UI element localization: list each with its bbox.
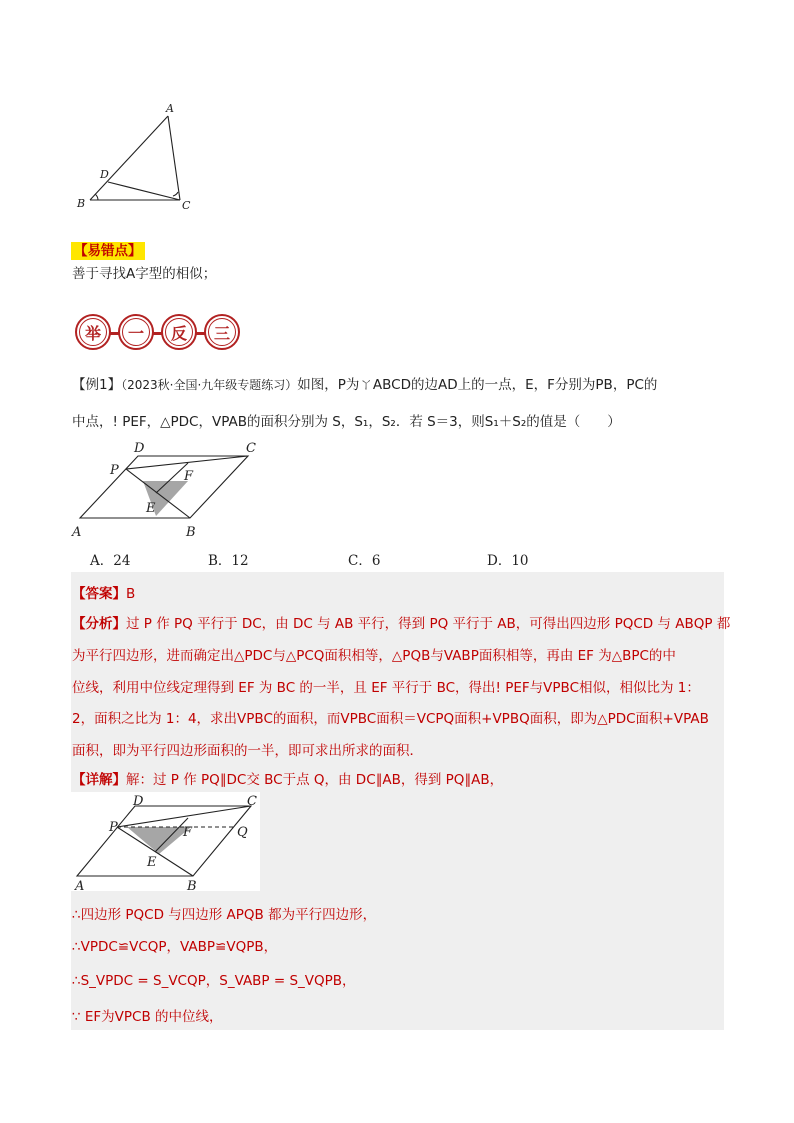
segment-pc [117, 806, 251, 827]
analysis-line-4: 2，面积之比为 1：4，求出VPBC的面积，而VPBC面积＝VCPQ面积+VPBQ面积，即为△PDC面积+VPAB [72, 711, 709, 727]
badge-row [73, 313, 241, 355]
label-a: A [75, 879, 85, 891]
label-f: F [183, 825, 193, 840]
error-point-tag: 【易错点】 [71, 242, 145, 260]
label-e: E [147, 855, 157, 870]
label-d: D [134, 441, 145, 456]
detail-step-1: ∴四边形 PQCD 与四边形 APQB 都为平行四边形， [72, 907, 377, 923]
answer-line [72, 582, 135, 602]
label-q: Q [237, 825, 248, 840]
segment-dc [108, 182, 180, 200]
example-text-1: 如图，P为ㄚABCD的边AD上的一点，E，F分别为PB，PC的 [297, 377, 658, 393]
badge-2: 一 [118, 314, 154, 350]
analysis-line-1: 【分析】过 P 作 PQ 平行于 DC，由 DC 与 AB 平行，得到 PQ 平行于 AB，可得出四边形 PQCD 与 ABQP 都 [72, 616, 731, 632]
detail-tag: 【详解】 [72, 772, 126, 788]
label-a: A [166, 102, 174, 115]
error-point-text: 善于寻找A字型的相似； [72, 266, 217, 282]
badge-3: 反 [161, 314, 197, 350]
label-b: B [187, 879, 197, 891]
badge-4: 三 [204, 314, 240, 350]
label-p: P [110, 463, 119, 478]
badge-1: 举 [75, 314, 111, 350]
label-p: P [109, 820, 118, 835]
triangle-figure [70, 100, 200, 215]
choice-d[interactable]: D．10 [487, 553, 529, 569]
example-line-2: 中点，! PEF，△PDC，VPAB的面积分别为 S，S₁，S₂．若 S＝3，则S₁＋S₂的值是（ ） [72, 414, 621, 430]
analysis-line-2: 为平行四边形，进而确定出△PDC与△PCQ面积相等，△PQB与VABP面积相等，再由 EF 为△BPC的中 [72, 648, 676, 664]
detail-parallelogram-figure [71, 792, 260, 891]
label-f: F [184, 469, 194, 484]
label-c: C [182, 199, 191, 212]
detail-step-3: ∴S_VPDC = S_VCQP，S_VABP = S_VQPB， [72, 973, 356, 989]
parallelogram-figure [68, 436, 268, 544]
detail-step-2: ∴VPDC≌VCQP，VABP≌VQPB， [72, 939, 278, 955]
detail-line-1: 【详解】解：过 P 作 PQ∥DC交 BC于点 Q，由 DC∥AB，得到 PQ∥AB， [72, 772, 504, 788]
choice-b[interactable]: B．12 [208, 553, 249, 569]
analysis-line-3: 位线，利用中位线定理得到 EF 为 BC 的一半，且 EF 平行于 BC，得出! PEF与VPBC相似，相似比为 1： [72, 680, 700, 696]
answer-value: B [126, 586, 136, 602]
angle-mark-b [95, 194, 98, 200]
label-b: B [77, 197, 86, 210]
example-prefix: 【例1】 [72, 377, 122, 393]
example-line-1 [72, 373, 657, 393]
label-e: E [146, 501, 156, 516]
label-b: B [186, 525, 196, 540]
answer-tag: 【答案】 [72, 586, 126, 602]
label-a: A [72, 525, 82, 540]
detail-step-4: ∵ EF为VPCB 的中位线， [72, 1009, 223, 1025]
label-c: C [246, 441, 256, 456]
label-c: C [247, 794, 257, 809]
shaded-triangle-pef [127, 827, 191, 854]
label-d: D [133, 794, 144, 809]
analysis-tag: 【分析】 [72, 616, 126, 632]
choice-a[interactable]: A．24 [90, 553, 131, 569]
angle-mark-c [173, 192, 178, 196]
example-source: （2023秋·全国·九年级专题练习） [121, 378, 298, 392]
choice-c[interactable]: C．6 [348, 553, 381, 569]
analysis-line-5: 面积，即为平行四边形面积的一半，即可求出所求的面积． [72, 743, 423, 759]
segment-ac [168, 116, 180, 200]
segment-pc [126, 456, 248, 469]
label-d: D [100, 168, 109, 181]
